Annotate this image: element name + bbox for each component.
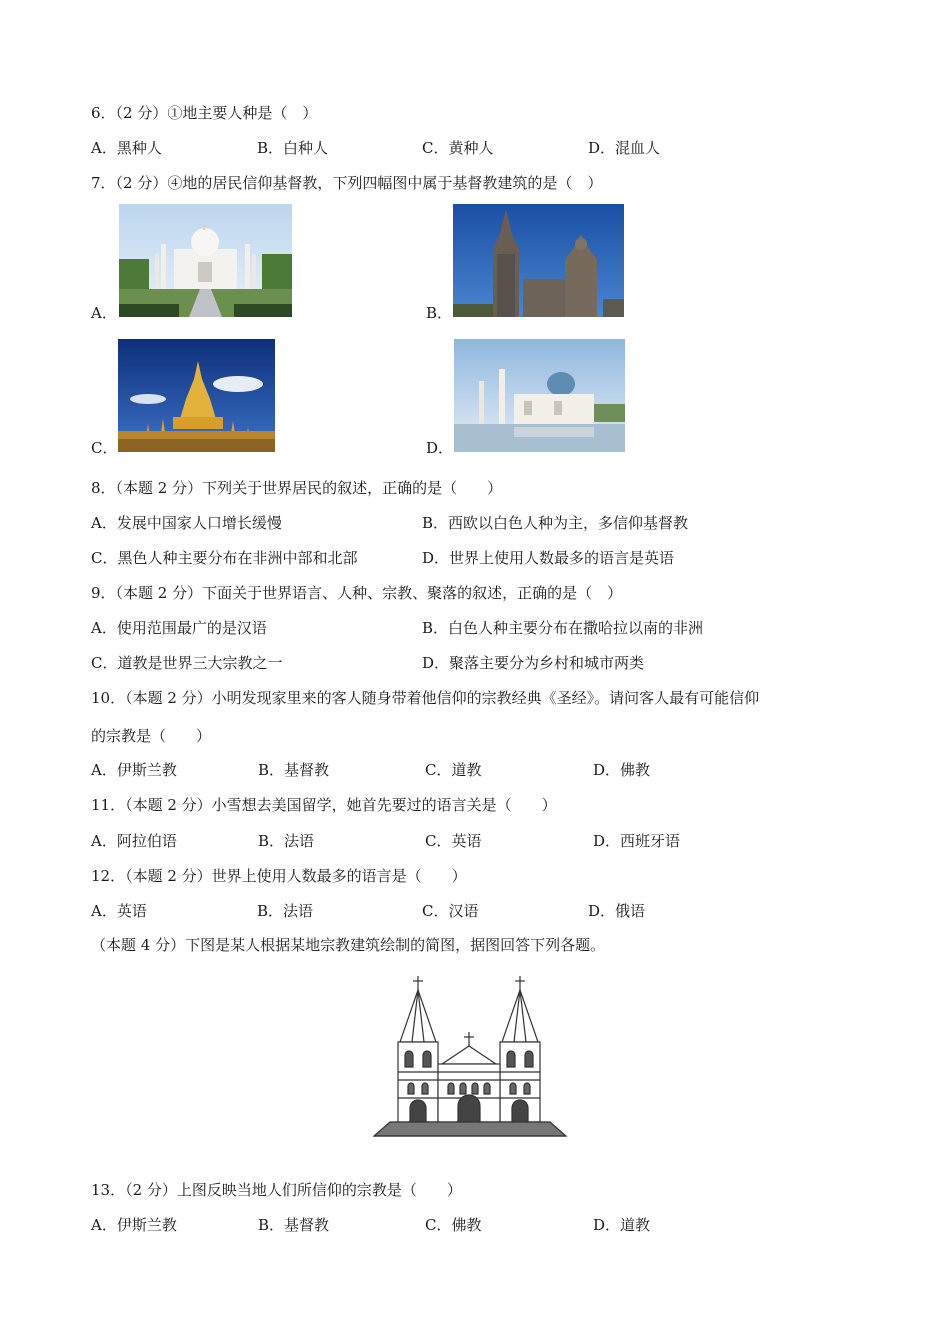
q9-option-c: C．道教是世界三大宗教之一 <box>91 654 283 672</box>
q13-option-c: C．佛教 <box>425 1216 482 1234</box>
q10-option-a: A．伊斯兰教 <box>91 761 177 779</box>
q6-stem: 6．（2 分）①地主要人种是（ ） <box>91 104 318 122</box>
q7-option-b: B． <box>426 304 453 322</box>
q13-stem: 13．（2 分）上图反映当地人们所信仰的宗教是（ ） <box>91 1181 462 1199</box>
taj-mahal-icon <box>119 204 292 317</box>
q6-option-d: D．混血人 <box>588 139 661 157</box>
q8-option-c: C．黑色人种主要分布在非洲中部和北部 <box>91 549 358 567</box>
q12-stem: 12．（本题 2 分）世界上使用人数最多的语言是（ ） <box>91 867 467 885</box>
q8-option-d: D．世界上使用人数最多的语言是英语 <box>422 549 675 567</box>
q10-stem-line1: 10．（本题 2 分）小明发现家里来的客人随身带着他信仰的宗教经典《圣经》。请问客人最有可能信仰 <box>91 689 760 707</box>
q11-option-b: B．法语 <box>258 832 315 850</box>
q7-option-c: C． <box>91 439 118 457</box>
q7-option-a: A． <box>91 304 117 322</box>
q9-option-a: A．使用范围最广的是汉语 <box>91 619 267 637</box>
q6-option-b: B．白种人 <box>257 139 329 157</box>
q12-option-a: A．英语 <box>91 902 147 920</box>
q8-stem: 8．（本题 2 分）下列关于世界居民的叙述，正确的是（ ） <box>91 479 503 497</box>
q11-option-a: A．阿拉伯语 <box>91 832 177 850</box>
q11-option-c: C．英语 <box>425 832 482 850</box>
q10-stem-line2: 的宗教是（ ） <box>91 727 212 745</box>
golden-pagoda-icon <box>118 339 275 452</box>
q8-option-a: A．发展中国家人口增长缓慢 <box>91 514 282 532</box>
q11-stem: 11．（本题 2 分）小雪想去美国留学，她首先要过的语言关是（ ） <box>91 796 557 814</box>
q9-option-b: B．白色人种主要分布在撒哈拉以南的非洲 <box>422 619 704 637</box>
q13-option-b: B．基督教 <box>258 1216 330 1234</box>
mosque-icon <box>454 339 625 452</box>
q7-stem: 7．（2 分）④地的居民信仰基督教，下列四幅图中属于基督教建筑的是（ ） <box>91 174 603 192</box>
church-sketch-icon <box>370 972 570 1142</box>
q6-option-a: A．黑种人 <box>91 139 162 157</box>
q10-option-b: B．基督教 <box>258 761 330 779</box>
q10-option-d: D．佛教 <box>593 761 651 779</box>
q13-option-d: D．道教 <box>593 1216 651 1234</box>
q12-option-c: C．汉语 <box>422 902 479 920</box>
q10-option-c: C．道教 <box>425 761 482 779</box>
gothic-cathedral-icon <box>453 204 624 317</box>
q11-option-d: D．西班牙语 <box>593 832 681 850</box>
q7-option-d: D． <box>426 439 454 457</box>
q8-option-b: B．西欧以白色人种为主，多信仰基督教 <box>422 514 689 532</box>
q6-option-c: C．黄种人 <box>422 139 494 157</box>
q13-option-a: A．伊斯兰教 <box>91 1216 177 1234</box>
q9-stem: 9．（本题 2 分）下面关于世界语言、人种、宗教、聚落的叙述，正确的是（ ） <box>91 584 623 602</box>
group-intro: （本题 4 分）下图是某人根据某地宗教建筑绘制的简图，据图回答下列各题。 <box>91 936 606 954</box>
q9-option-d: D．聚落主要分为乡村和城市两类 <box>422 654 645 672</box>
q12-option-d: D．俄语 <box>588 902 646 920</box>
q12-option-b: B．法语 <box>257 902 314 920</box>
